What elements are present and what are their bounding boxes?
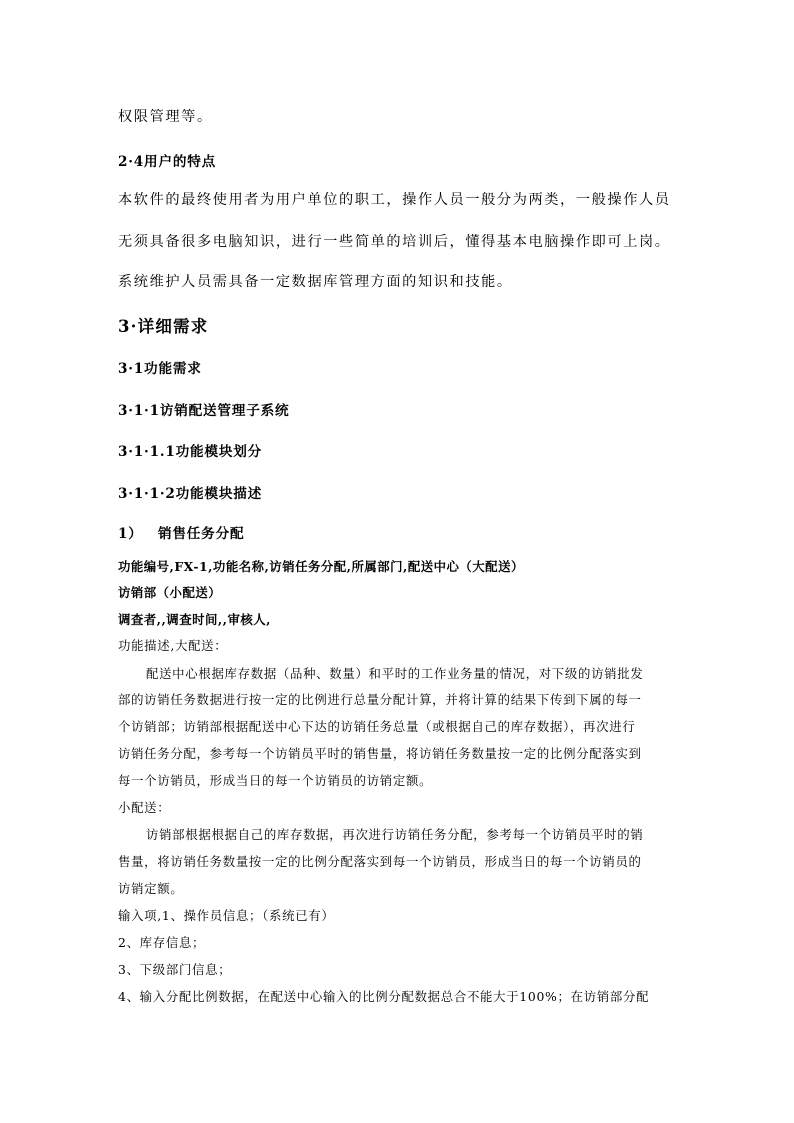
paragraph-first-line: 访销部根据根据自己的库存数据，再次进行访销任务分配，参考每一个访销员平时的销 (146, 827, 644, 842)
text-line: 输入项,1、操作员信息；（系统已有） (118, 908, 335, 923)
text-line: 系统维护人员需具备一定数据库管理方面的知识和技能。 (118, 274, 513, 290)
text-line: 访销任务分配，参考每一个访销员平时的销售量，将访销任务数量按一定的比例分配落实到 (118, 746, 642, 761)
text-line: 功能描述,大配送： (118, 638, 228, 653)
text-line: 4、输入分配比例数据，在配送中心输入的比例分配数据总合不能大于100%；在访销部分配 (118, 989, 650, 1004)
section-heading: 3·1功能需求 (118, 361, 202, 377)
task-heading-title: 销售任务分配 (158, 526, 245, 542)
text-line: 个访销部；访销部根据配送中心下达的访销任务总量（或根据自己的库存数据），再次进行 (118, 719, 636, 734)
subsection-heading: 3·1·1.1功能模块划分 (118, 444, 262, 460)
text-line: 售量，将访销任务数量按一定的比例分配落实到每一个访销员，形成当日的每一个访销员的 (118, 854, 642, 869)
task-heading-number: 1） (118, 526, 143, 542)
function-info-line: 调查者,,调查时间,,审核人, (118, 612, 271, 627)
text-line: 每一个访销员，形成当日的每一个访销员的访销定额。 (118, 773, 433, 788)
text-line: 部的访销任务数据进行按一定的比例进行总量分配计算，并将计算的结果下传到下属的每一 (118, 692, 642, 707)
subsection-heading: 3·1·1·2功能模块描述 (118, 486, 262, 502)
text-line: 本软件的最终使用者为用户单位的职工，操作人员一般分为两类，一般操作人员 (118, 192, 671, 208)
section-heading: 2·4用户的特点 (118, 154, 217, 170)
text-line: 访销定额。 (118, 881, 184, 896)
function-info-line: 功能编号,FX-1,功能名称,访销任务分配,所属部门,配送中心（大配送） (118, 559, 524, 574)
chapter-heading: 3·详细需求 (118, 317, 209, 336)
task-heading (0, 522, 794, 542)
text-line: 小配送： (118, 800, 171, 815)
function-info-line: 访销部（小配送） (118, 585, 222, 600)
text-line: 3、下级部门信息； (118, 962, 232, 977)
paragraph-first-line: 配送中心根据库存数据（品种、数量）和平时的工作业务量的情况，对下级的访销批发 (146, 666, 644, 681)
text-line: 无须具备很多电脑知识，进行一些简单的培训后，懂得基本电脑操作即可上岗。 (118, 234, 671, 250)
text-line: 2、库存信息； (118, 935, 206, 950)
subsection-heading: 3·1·1访销配送管理子系统 (118, 403, 290, 419)
text-line: 权限管理等。 (118, 109, 213, 125)
